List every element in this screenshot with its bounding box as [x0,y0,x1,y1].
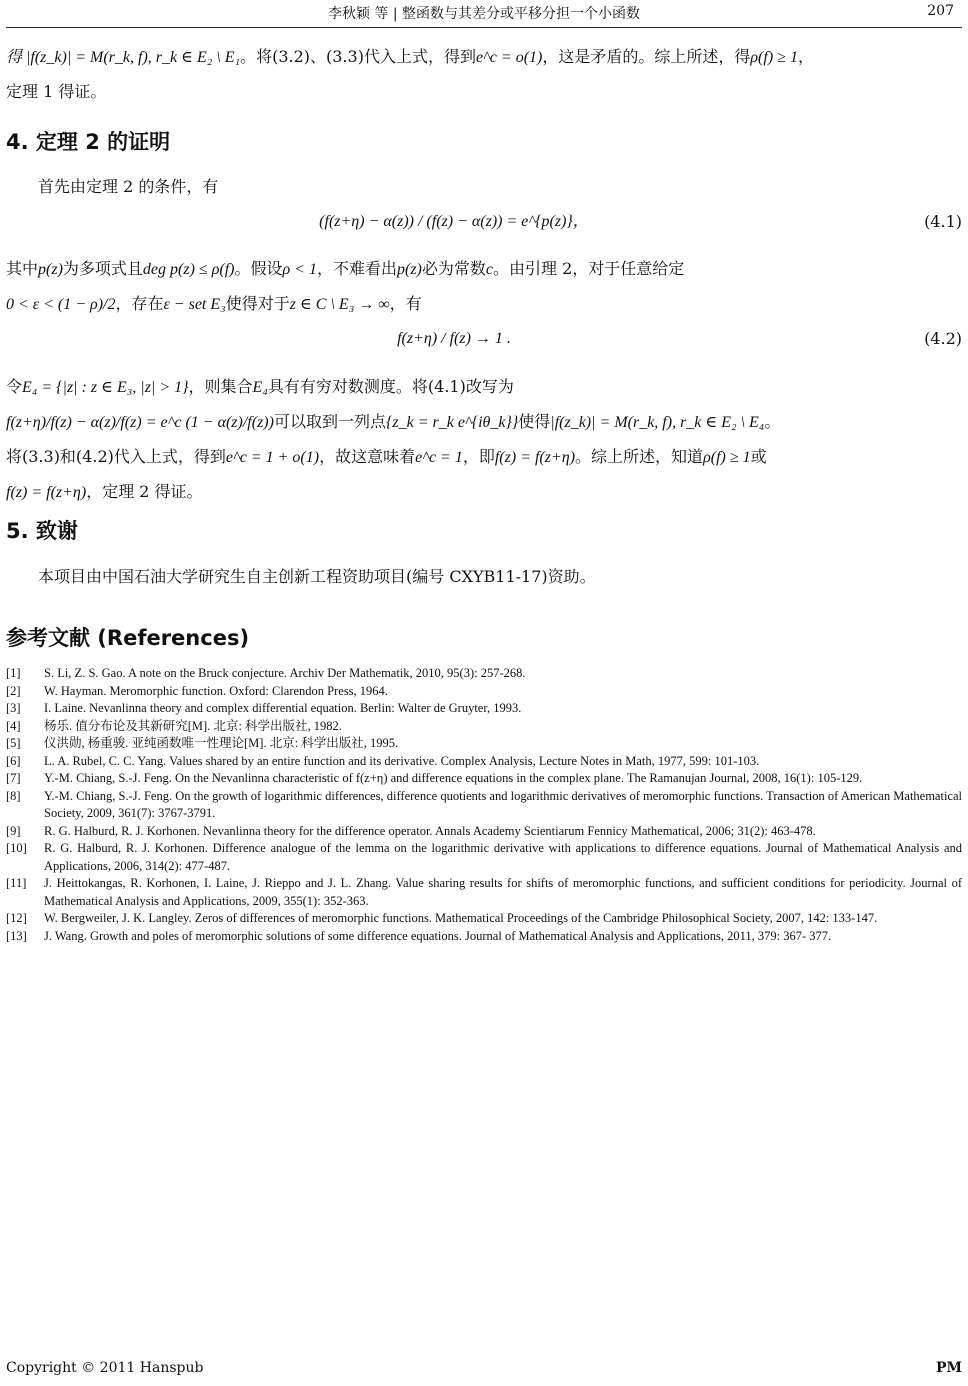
section-4-heading: 4. 定理 2 的证明 [6,130,171,154]
text-run: 。假设 [234,259,283,278]
text-run: ，不难看出 [316,259,397,278]
inline-math: ρ(f) ≥ 1 [703,449,751,466]
reference-item [6,683,962,701]
reference-item [6,700,962,718]
reference-text: 杨乐. 值分布论及其新研究[M]. 北京: 科学出版社, 1982. [44,718,342,733]
inline-math: e^c = o(1) [475,49,543,66]
reference-number: [5] [6,736,21,750]
inline-math: {z_k = r_k e^{iθ_k}} [385,414,519,431]
reference-text: S. Li, Z. S. Gao. A note on the Bruck conjecture. Archiv Der Mathematik, 2010, 95(3): 257-268. [44,666,526,680]
header-title: 李秋颖 等 | 整函数与其差分或平移分担一个小函数 [327,6,641,22]
reference-number: [10] [6,841,27,855]
reference-number: [6] [6,753,21,768]
reference-number: [2] [6,683,21,698]
text-run: ， [797,47,814,66]
inline-math: ε − set E₃ [163,296,226,313]
acknowledgement-text: 本项目由中国石油大学研究生自主创新工程资助项目(编号 CXYB11-17)资助。 [38,567,596,586]
theorem1-conclusion-paragraph [6,40,962,109]
equation-number: (4.1) [924,212,962,231]
reference-text: Y.-M. Chiang, S.-J. Feng. On the growth of logarithmic differences, difference quotients and logarithmic derivatives of meromorphic functions. Transaction of American Mathematical Society, 2009, 361(7): 3767-3791. [44,788,962,820]
reference-text: W. Bergweiler, J. K. Langley. Zeros of differences of meromorphic functions. Mathematical Proceedings of the Cambridge Philosophical Society, 2007, 142: 133-147. [44,911,878,925]
inline-math: p(z) [396,261,422,278]
text-run: 必为常数 [421,259,486,278]
inline-math: f(z) = f(z+η) [494,449,576,466]
inline-math: e^c = 1 + o(1) [225,449,320,466]
reference-number: [9] [6,823,21,838]
reference-text: R. G. Halburd, R. J. Korhonen. Difference analogue of the lemma on the logarithmic derivative with applications to difference equations. Journal of Mathematical Analysis and Applications, 2006, 314(2): 477-487. [44,841,962,873]
inline-math: p(z) [38,261,63,278]
reference-item [6,823,962,841]
reference-text: W. Hayman. Meromorphic function. Oxford: Clarendon Press, 1964. [44,683,388,698]
inline-math: f(z) = f(z+η) [6,484,87,501]
text-run: ，定理 2 得证。 [86,482,203,501]
reference-item [6,735,962,753]
text-run: 令 [6,377,23,396]
reference-number: [4] [6,718,21,733]
text-run: 。将(3.2)、(3.3)代入上式，得到 [240,47,476,66]
text-run: 使得对于 [225,294,290,313]
running-header [0,3,968,25]
reference-item [6,840,962,875]
reference-number: [12] [6,911,27,925]
text-run: 定理 1 得证。 [6,82,107,101]
copyright-notice: Copyright © 2011 Hanspub [6,1360,204,1376]
text-run: ，即 [462,447,495,466]
reference-item [6,665,962,683]
inline-math: |f(z_k)| = M(r_k, f), r_k ∈ E₂ \ E₄ [550,414,765,431]
text-run: 可以取到一列点 [273,412,386,431]
text-run: 。由引理 2，对于任意给定 [493,259,685,278]
text-run: ，故这意味着 [319,447,416,466]
text-run: ，有 [389,294,422,313]
text-run: 具有有穷对数测度。将(4.1)改写为 [267,377,514,396]
equation-4-2 [6,322,962,356]
reference-text: J. Heittokangas, R. Korhonen, I. Laine, J. Rieppo and J. L. Zhang. Value sharing results for shifts of meromorphic functions, and sufficient conditions for periodicity. Journal of Mathematical Analysis and Applications, 2009, 355(1): 352-363. [44,876,962,908]
journal-abbreviation: PM [935,1360,962,1376]
reference-number: [11] [6,876,27,890]
text-run: 或 [750,447,767,466]
inline-math: 0 < ε < (1 − ρ)/2 [6,296,116,313]
section-4-paragraph-2 [6,252,962,322]
equation-body: f(z+η) / f(z) → 1 . [397,330,511,347]
reference-item [6,875,962,910]
reference-text: L. A. Rubel, C. C. Yang. Values shared by an entire function and its derivative. Complex Analysis, Lecture Notes in Math, 1977, 599: 101-103. [44,753,760,768]
reference-number: [3] [6,701,21,715]
equation-4-1 [6,205,962,239]
reference-number: [8] [6,788,21,803]
reference-text: R. G. Halburd, R. J. Korhonen. Nevanlinna theory for the difference operator. Annals Academy Scientiarum Fennicy Mathematical, 2006; 31(2): 463-478. [44,823,816,838]
section-4-intro: 首先由定理 2 的条件，有 [38,177,219,196]
header-page-number: 207 [927,3,954,19]
inline-math: z ∈ C \ E₃ → ∞ [289,296,390,313]
reference-list [6,665,962,945]
equation-number: (4.2) [924,329,962,348]
inline-math: ρ < 1 [282,261,317,278]
text-run: ，这是矛盾的。综上所述，得 [542,47,751,66]
inline-math: c [485,261,493,278]
reference-number: [13] [6,928,27,943]
reference-number: [7] [6,771,21,785]
reference-text: 仪洪勋, 杨重骏. 亚纯函数唯一性理论[M]. 北京: 科学出版社, 1995. [44,736,399,750]
text-run: ，则集合 [188,377,253,396]
references-heading: 参考文献 (References) [6,626,250,650]
inline-math: deg p(z) ≤ ρ(f) [142,261,235,278]
reference-item [6,753,962,771]
inline-math: e^c = 1 [415,449,463,466]
text-run: 。综上所述，知道 [575,447,704,466]
section-5-heading: 5. 致谢 [6,519,78,543]
text-run: 其中 [6,259,39,278]
reference-item [6,910,962,928]
inline-math: 得 |f(z_k)| = M(r_k, f), r_k ∈ E₂ \ E₁ [6,49,241,66]
text-run: 为多项式且 [62,259,143,278]
header-rule [6,27,962,28]
equation-body: (f(z+η) − α(z)) / (f(z) − α(z)) = e^{p(z)}， [319,213,589,230]
inline-math: E₄ [252,379,268,396]
inline-math: f(z+η)/f(z) − α(z)/f(z) = e^c (1 − α(z)/f(z)) [6,414,274,431]
reference-text: I. Laine. Nevanlinna theory and complex differential equation. Berlin: Walter de Gruyter, 1993. [44,701,522,715]
reference-text: J. Wang. Growth and poles of meromorphic solutions of some difference equations. Journal of Mathematical Analysis and Applications, 2011, 379: 367- 377. [44,928,832,943]
reference-item [6,788,962,823]
text-run: 将(3.3)和(4.2)代入上式，得到 [6,447,226,466]
text-run: 。 [764,412,781,431]
text-run: ，存在 [115,294,164,313]
text-run: 使得 [518,412,551,431]
reference-item [6,770,962,788]
reference-item [6,718,962,736]
inline-math: E₄ = {|z| : z ∈ E₃, |z| > 1} [22,379,189,396]
reference-text: Y.-M. Chiang, S.-J. Feng. On the Nevanlinna characteristic of f(z+η) and difference equations in the complex plane. The Ramanujan Journal, 2008, 16(1): 105-129. [44,771,863,785]
reference-item [6,928,962,946]
inline-math: ρ(f) ≥ 1 [750,49,798,66]
reference-number: [1] [6,666,21,680]
section-4-paragraph-3 [6,370,962,510]
